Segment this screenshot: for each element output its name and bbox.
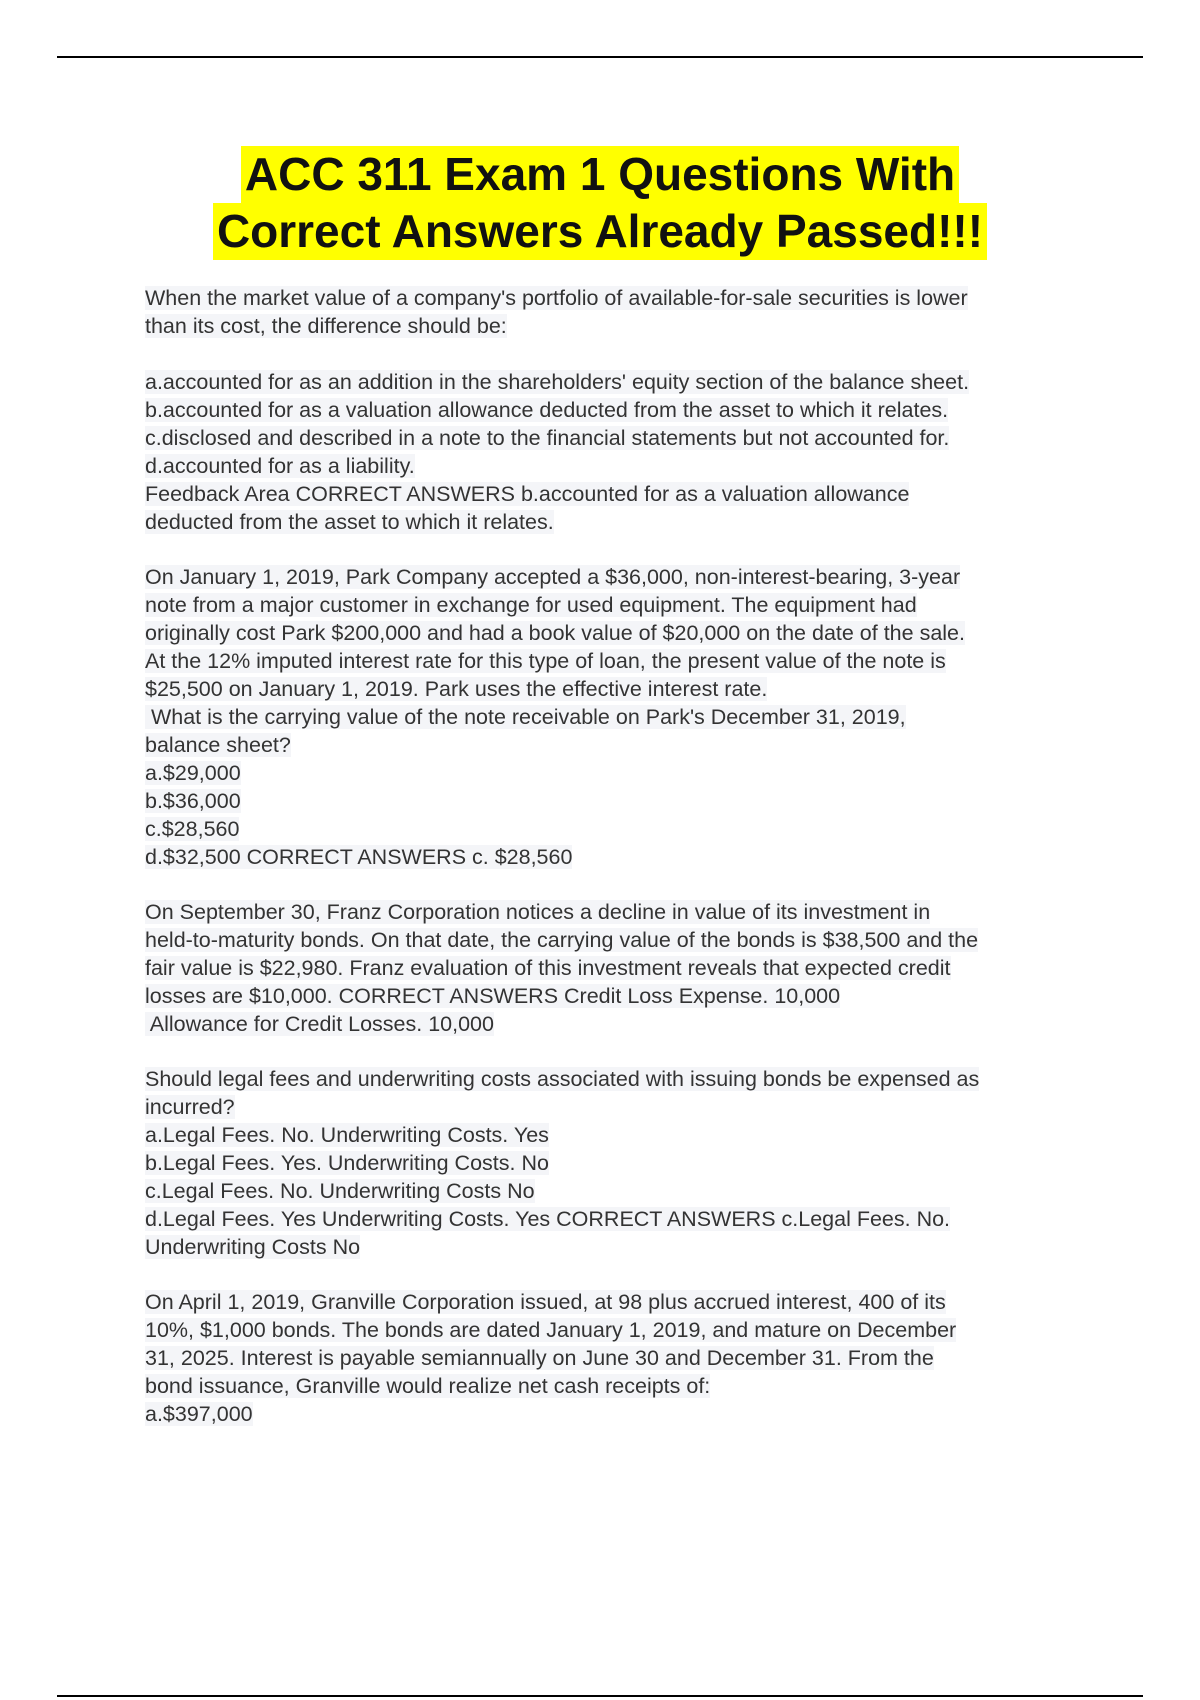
text-line: balance sheet? — [145, 733, 291, 757]
text-line: On January 1, 2019, Park Company accepted a $36,000, non-interest-bearing, 3-year — [145, 565, 961, 589]
correct-answer-line: d.Legal Fees. Yes Underwriting Costs. Yes CORRECT ANSWERS c.Legal Fees. No. — [145, 1207, 951, 1231]
document-body — [145, 284, 1095, 1455]
correct-answer-line: Allowance for Credit Losses. 10,000 — [145, 1012, 494, 1036]
answer-option: c.Legal Fees. No. Underwriting Costs No — [145, 1179, 535, 1203]
correct-answer-line: losses are $10,000. CORRECT ANSWERS Credit Loss Expense. 10,000 — [145, 984, 841, 1008]
correct-answer-line: Feedback Area CORRECT ANSWERS b.accounted for as a valuation allowance — [145, 482, 910, 506]
title-line-2: Correct Answers Already Passed!!! — [213, 203, 987, 260]
text-line: Should legal fees and underwriting costs associated with issuing bonds be expensed as — [145, 1067, 980, 1091]
text-line: than its cost, the difference should be: — [145, 314, 507, 338]
question-block-1 — [145, 284, 1095, 536]
answer-option: b.accounted for as a valuation allowance deducted from the asset to which it relates. — [145, 398, 949, 422]
text-line: When the market value of a company's portfolio of available-for-sale securities is lower — [145, 286, 968, 310]
title-line-1: ACC 311 Exam 1 Questions With — [241, 146, 959, 203]
question-block-4 — [145, 1065, 1095, 1261]
footer-rule — [57, 1695, 1143, 1697]
text-line: On September 30, Franz Corporation notices a decline in value of its investment in — [145, 900, 931, 924]
answer-option: a.$29,000 — [145, 761, 241, 785]
text-line: incurred? — [145, 1095, 235, 1119]
text-line: 31, 2025. Interest is payable semiannually on June 30 and December 31. From the — [145, 1346, 934, 1370]
text-line: At the 12% imputed interest rate for this type of loan, the present value of the note is — [145, 649, 946, 673]
answer-option: c.disclosed and described in a note to the financial statements but not accounted for. — [145, 426, 950, 450]
text-line: bond issuance, Granville would realize net cash receipts of: — [145, 1374, 711, 1398]
correct-answer-line: d.$32,500 CORRECT ANSWERS c. $28,560 — [145, 845, 573, 869]
text-line: note from a major customer in exchange for used equipment. The equipment had — [145, 593, 917, 617]
header-rule — [57, 56, 1143, 58]
correct-answer-line: Underwriting Costs No — [145, 1235, 361, 1259]
answer-option: a.Legal Fees. No. Underwriting Costs. Yes — [145, 1123, 549, 1147]
question-block-2 — [145, 563, 1095, 871]
text-line: originally cost Park $200,000 and had a book value of $20,000 on the date of the sale. — [145, 621, 965, 645]
text-line: held-to-maturity bonds. On that date, the carrying value of the bonds is $38,500 and the — [145, 928, 979, 952]
text-line: fair value is $22,980. Franz evaluation of this investment reveals that expected credit — [145, 956, 951, 980]
text-line: What is the carrying value of the note receivable on Park's December 31, 2019, — [145, 705, 906, 729]
answer-option: b.$36,000 — [145, 789, 241, 813]
answer-option: a.accounted for as an addition in the shareholders' equity section of the balance sheet. — [145, 370, 970, 394]
answer-option: d.accounted for as a liability. — [145, 454, 415, 478]
answer-option: b.Legal Fees. Yes. Underwriting Costs. No — [145, 1151, 549, 1175]
text-line: 10%, $1,000 bonds. The bonds are dated January 1, 2019, and mature on December — [145, 1318, 957, 1342]
question-block-3 — [145, 898, 1095, 1038]
document-title — [100, 146, 1100, 260]
question-block-5 — [145, 1288, 1095, 1428]
answer-option: a.$397,000 — [145, 1402, 253, 1426]
text-line: On April 1, 2019, Granville Corporation issued, at 98 plus accrued interest, 400 of its — [145, 1290, 946, 1314]
answer-option: c.$28,560 — [145, 817, 240, 841]
text-line: $25,500 on January 1, 2019. Park uses the effective interest rate. — [145, 677, 768, 701]
text-line — [145, 340, 1095, 368]
correct-answer-line: deducted from the asset to which it relates. — [145, 510, 554, 534]
